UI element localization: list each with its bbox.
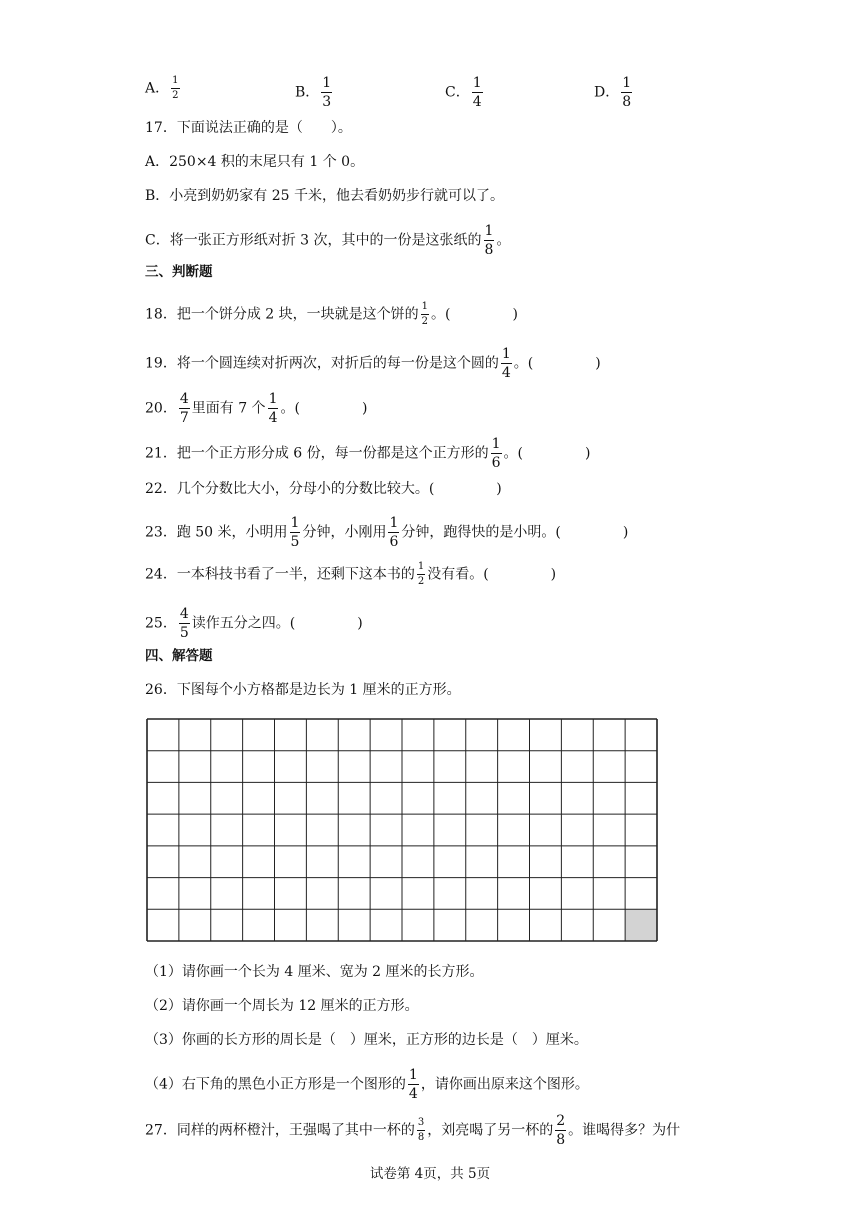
question-number: 20． — [145, 400, 177, 417]
section-heading-judgement: 三、判断题 — [145, 264, 213, 280]
numerator: 4 — [179, 606, 189, 622]
fraction — [179, 392, 190, 425]
numerator: 1 — [322, 75, 332, 91]
question-17-option-a: A．250×4 积的末尾只有 1 个 0。 — [145, 154, 365, 170]
fraction — [268, 392, 279, 425]
denominator: 6 — [389, 534, 399, 550]
question-26-stem: 26．下图每个小方格都是边长为 1 厘米的正方形。 — [145, 682, 461, 698]
question-text: （4）右下角的黑色小正方形是一个图形的 — [145, 1076, 406, 1093]
option-d — [594, 76, 634, 109]
question-text: 23．跑 50 米，小明用 — [145, 524, 288, 541]
question-20 — [145, 392, 367, 425]
numerator: 1 — [171, 76, 179, 89]
answer-paren-close: ) — [585, 445, 591, 462]
numerator: 1 — [501, 346, 511, 362]
fraction — [179, 607, 190, 640]
question-text: 19．将一个圆连续对折两次，对折后的每一份是这个圆的 — [145, 355, 499, 372]
fraction — [484, 224, 495, 257]
question-22 — [145, 479, 502, 499]
fraction — [388, 516, 399, 549]
fraction — [417, 562, 425, 587]
section-heading-solve: 四、解答题 — [145, 648, 213, 664]
denominator: 7 — [179, 410, 189, 426]
denominator: 4 — [408, 1086, 418, 1102]
option-label: C． — [445, 84, 470, 101]
question-number: 25． — [145, 615, 177, 632]
answer-paren-close: ) — [595, 355, 601, 372]
question-text: 24．一本科技书看了一半，还剩下这本书的 — [145, 566, 415, 583]
fraction — [290, 516, 301, 549]
answer-paren-open: 。( — [431, 306, 451, 323]
answer-paren-close: ) — [357, 615, 363, 632]
denominator: 5 — [179, 625, 189, 641]
question-17-stem: 17．下面说法正确的是（ ）。 — [145, 120, 352, 136]
fraction — [417, 1118, 425, 1143]
denominator: 4 — [472, 94, 482, 110]
denominator: 3 — [322, 94, 332, 110]
numerator: 1 — [622, 75, 632, 91]
question-text: 分钟，小刚用 — [302, 524, 387, 541]
denominator: 4 — [268, 410, 278, 426]
fraction — [555, 1114, 566, 1147]
question-text-end: 。谁喝得多？为什 — [568, 1122, 681, 1139]
denominator: 2 — [421, 316, 428, 327]
question-18 — [145, 302, 518, 327]
question-text: 里面有 7 个 — [191, 400, 266, 417]
option-b — [295, 76, 334, 109]
answer-paren-open: 分钟，跑得快的是小明。( — [401, 524, 561, 541]
answer-paren-close: ) — [622, 524, 629, 541]
question-27 — [145, 1114, 680, 1147]
question-text: 22．几个分数比大小，分母小的分数比较大。( — [145, 481, 435, 497]
answer-paren-open: 。( — [503, 445, 524, 462]
fraction — [472, 76, 483, 109]
answer-paren-close: ) — [496, 481, 502, 497]
numerator: 1 — [408, 1067, 418, 1083]
denominator: 5 — [290, 534, 300, 550]
numerator: 1 — [268, 391, 278, 407]
page-footer: 试卷第 4页，共 5页 — [369, 1166, 491, 1182]
answer-paren-open: 没有看。( — [427, 566, 489, 583]
question-26-part-1: （1）请你画一个长为 4 厘米、宽为 2 厘米的长方形。 — [145, 964, 484, 980]
question-23 — [145, 516, 628, 549]
denominator: 8 — [484, 242, 494, 258]
question-25 — [145, 607, 363, 640]
question-17-option-c — [145, 224, 510, 257]
numerator: 1 — [290, 515, 300, 531]
denominator: 8 — [556, 1132, 566, 1148]
question-text: 18．把一个饼分成 2 块，一块就是这个饼的 — [145, 306, 419, 323]
denominator: 4 — [501, 365, 511, 381]
option-text-end: 。 — [496, 232, 511, 249]
option-text: C．将一张正方形纸对折 3 次，其中的一份是这张纸的 — [145, 232, 482, 249]
option-label: A． — [145, 80, 170, 97]
answer-paren-open: 读作五分之四。( — [191, 615, 296, 632]
option-a — [145, 76, 182, 101]
denominator: 2 — [172, 90, 179, 101]
denominator: 2 — [417, 576, 425, 587]
question-26-part-4 — [145, 1068, 589, 1101]
square-grid[interactable] — [146, 718, 658, 942]
fraction — [621, 76, 632, 109]
question-26-part-2: （2）请你画一个周长为 12 厘米的正方形。 — [145, 998, 419, 1014]
numerator: 4 — [179, 391, 189, 407]
numerator: 1 — [491, 436, 501, 452]
question-text: 27．同样的两杯橙汁，王强喝了其中一杯的 — [145, 1122, 415, 1139]
numerator: 1 — [417, 562, 425, 575]
question-26-part-3: （3）你画的长方形的周长是（ ）厘米，正方形的边长是（ ）厘米。 — [145, 1032, 588, 1048]
fraction — [171, 76, 179, 101]
answer-paren-open: 。( — [513, 355, 534, 372]
numerator: 2 — [556, 1113, 566, 1129]
numerator: 1 — [472, 75, 482, 91]
answer-paren-close: ) — [512, 306, 518, 323]
fraction — [491, 437, 502, 470]
option-label: D． — [594, 84, 620, 101]
option-label: B． — [295, 84, 320, 101]
fraction — [421, 302, 429, 327]
question-text: ，刘亮喝了另一杯的 — [427, 1122, 554, 1139]
question-text-end: ，请你画出原来这个图形。 — [420, 1076, 589, 1093]
question-text: 21．把一个正方形分成 6 份，每一份都是这个正方形的 — [145, 445, 489, 462]
answer-paren-close: ) — [550, 566, 557, 583]
fraction — [408, 1068, 419, 1101]
fraction — [321, 76, 332, 109]
denominator: 8 — [417, 1132, 425, 1143]
question-19 — [145, 347, 601, 380]
question-17-option-b: B．小亮到奶奶家有 25 千米，他去看奶奶步行就可以了。 — [145, 188, 505, 204]
numerator: 1 — [389, 515, 399, 531]
numerator: 1 — [421, 302, 429, 315]
denominator: 6 — [491, 455, 501, 471]
numerator: 1 — [484, 223, 494, 239]
question-21 — [145, 437, 590, 470]
numerator: 3 — [417, 1118, 425, 1131]
answer-paren-close: ) — [361, 400, 368, 417]
question-24 — [145, 562, 556, 587]
denominator: 8 — [622, 94, 632, 110]
answer-paren-open: 。( — [280, 400, 300, 417]
shaded-square — [625, 909, 657, 941]
fraction — [501, 347, 512, 380]
option-c — [445, 76, 485, 109]
